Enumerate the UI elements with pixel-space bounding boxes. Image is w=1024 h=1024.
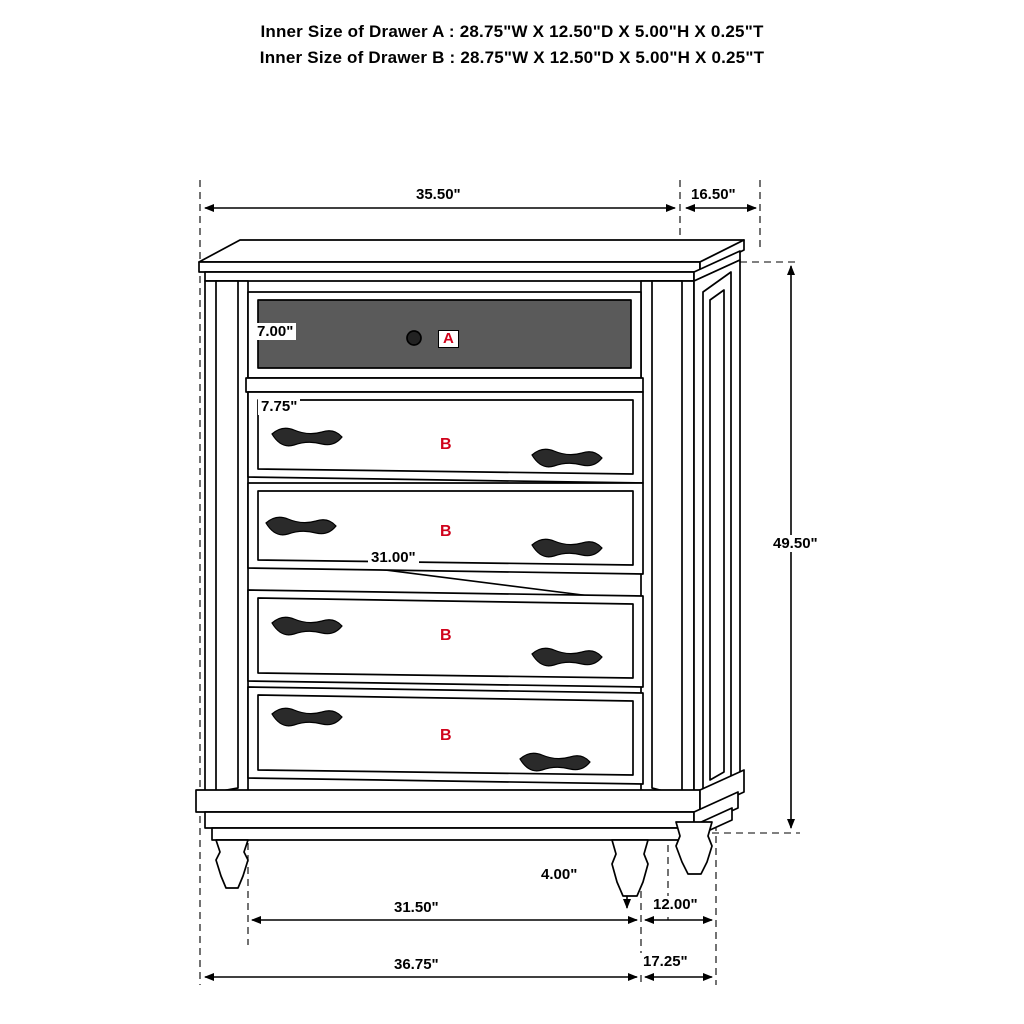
dim-drawer-a-height: 7.00" [254,323,296,340]
dim-drawer-b-height: 7.75" [258,398,300,415]
header-line-2: Inner Size of Drawer B : 28.75"W X 12.50"D X 5.00"H X 0.25"T [259,48,765,67]
callout-drawer-b-1: B [440,436,452,453]
header-line-1: Inner Size of Drawer A : 28.75"W X 12.50"D X 5.00"H X 0.25"T [260,22,764,41]
dim-drawer-inner-width: 31.00" [368,549,419,566]
dim-total-height: 49.50" [770,535,821,552]
dim-top-depth: 16.50" [688,186,739,203]
dim-base-inner-width: 31.50" [391,899,442,916]
dim-top-width: 35.50" [413,186,464,203]
dim-base-side-depth: 12.00" [650,896,701,913]
callout-drawer-b-4: B [440,727,452,744]
callout-drawer-a: A [438,330,459,348]
dim-overall-width: 36.75" [391,956,442,973]
dim-leg-height: 4.00" [538,866,580,883]
dim-overall-depth: 17.25" [640,953,691,970]
callout-drawer-b-3: B [440,627,452,644]
callout-drawer-b-2: B [440,523,452,540]
